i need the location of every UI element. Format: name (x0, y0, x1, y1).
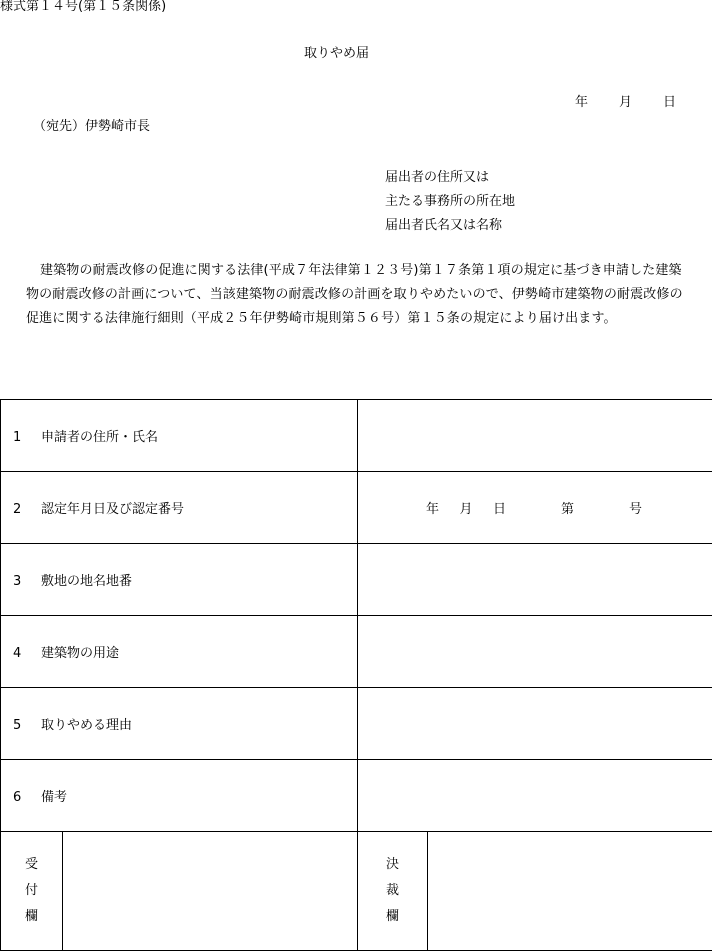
form-row-remarks (1, 760, 712, 832)
row-label-applicant: 1 申請者の住所・氏名 (1, 400, 358, 472)
cert-go: 号 (628, 502, 642, 517)
form-table (0, 399, 712, 951)
cert-year: 年 (426, 502, 440, 517)
form-row-use (1, 616, 712, 688)
decision-field[interactable] (428, 832, 712, 951)
date-month: 月 (619, 95, 633, 110)
form-row-reason (1, 688, 712, 760)
applicant-name-label: 届出者氏名又は名称 (385, 218, 503, 233)
use-field[interactable] (358, 616, 712, 688)
applicant-block (385, 166, 705, 238)
applicant-address-label: 届出者の住所又は (385, 170, 490, 185)
row-label-certification: 2 認定年月日及び認定番号 (1, 472, 358, 544)
reception-label: 受 付 欄 (1, 832, 63, 951)
row-label-reason: 5 取りやめる理由 (1, 688, 358, 760)
reception-field[interactable] (63, 832, 358, 951)
cert-month: 月 (459, 502, 473, 517)
remarks-field[interactable] (358, 760, 712, 832)
form-row-site (1, 544, 712, 616)
cert-dai: 第 (561, 502, 575, 517)
cert-day: 日 (493, 502, 507, 517)
site-field[interactable] (358, 544, 712, 616)
form-row-stamps (1, 832, 712, 951)
applicant-field[interactable] (358, 400, 712, 472)
date-year: 年 (575, 95, 589, 110)
row-label-site: 3 敷地の地名地番 (1, 544, 358, 616)
body-text: 建築物の耐震改修の促進に関する法律(平成７年法律第１２３号)第１７条第１項の規定に基づき申請した建築物の耐震改修の計画について、当該建築物の耐震改修の計画を取りやめたいので、伊勢崎市建築物の耐震改修の促進に関する法律施行細則（平成２５年伊勢崎市規則第５６号）第１５条の規定により届け出ます。 (26, 263, 683, 326)
form-row-certification (1, 472, 712, 544)
date-day: 日 (663, 95, 677, 110)
form-row-applicant (1, 400, 712, 472)
reason-field[interactable] (358, 688, 712, 760)
decision-label: 決 裁 欄 (358, 832, 428, 951)
applicant-office-label: 主たる事務所の所在地 (385, 194, 516, 209)
row-label-use: 4 建築物の用途 (1, 616, 358, 688)
addressee: （宛先）伊勢崎市長 (33, 119, 151, 134)
date-line (575, 96, 676, 109)
document-title: 取りやめ届 (304, 46, 370, 61)
row-label-remarks: 6 備考 (1, 760, 358, 832)
form-number: 様式第１４号(第１５条関係) (0, 0, 167, 14)
certification-field[interactable] (358, 472, 712, 544)
